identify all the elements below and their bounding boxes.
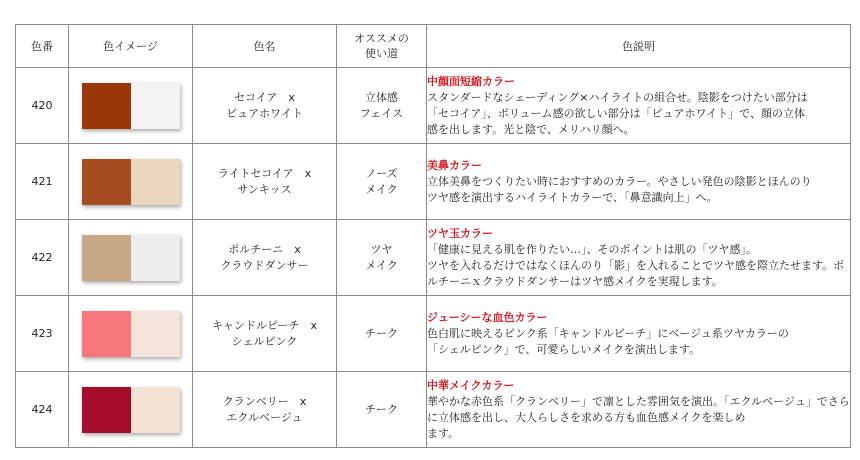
description-title: ツヤ玉カラー (427, 226, 493, 240)
swatch-left (82, 83, 131, 129)
header-name: 色名 (193, 25, 337, 68)
swatch-right (131, 159, 180, 205)
recommended-usage (337, 144, 427, 220)
color-description (427, 144, 851, 220)
color-name (193, 372, 337, 448)
color-name (193, 296, 337, 372)
color-name-line1: クランベリー x (222, 394, 307, 408)
color-number: 424 (16, 372, 69, 448)
swatch-pair (82, 83, 180, 129)
color-image (69, 220, 193, 296)
color-image (69, 372, 193, 448)
recommended-usage (337, 220, 427, 296)
description-title: 中顔面短縮カラー (427, 74, 515, 88)
swatch-right (131, 311, 180, 357)
usage-line2: メイク (365, 182, 398, 196)
usage-line2: フェイス (359, 106, 404, 120)
color-name (193, 68, 337, 144)
color-image (69, 296, 193, 372)
swatch-left (82, 159, 131, 205)
description-title: ジューシーな血色カラー (427, 310, 548, 324)
swatch-left (82, 311, 131, 357)
color-description (427, 220, 851, 296)
color-table (15, 24, 851, 448)
swatch-pair (82, 387, 180, 433)
description-line1: 立体美鼻をつくりたい時におすすめのカラー。やさしい発色の陰影とほんのり (427, 174, 812, 188)
description-line1: 「健康に見える肌を作りたい…」、そのポイントは肌の「ツヤ感」。 (427, 242, 757, 256)
table-row (16, 68, 851, 144)
color-name-line2: エクルベージュ (226, 410, 303, 424)
swatch-right (131, 235, 180, 281)
swatch-left (82, 387, 131, 433)
header-number: 色番 (16, 25, 69, 68)
table-row (16, 220, 851, 296)
recommended-usage (337, 296, 427, 372)
swatch-pair (82, 311, 180, 357)
color-name-line1: キャンドルピーチ x (211, 318, 318, 332)
swatch-left (82, 235, 131, 281)
header-row (16, 25, 851, 68)
color-name-line2: シェルピンク (231, 334, 298, 348)
description-title: 中華メイクカラー (427, 378, 515, 392)
header-image: 色イメージ (69, 25, 193, 68)
description-title: 美鼻カラー (427, 158, 482, 172)
header-usage (337, 25, 427, 68)
usage-line1: ノーズ (365, 166, 398, 180)
color-number: 421 (16, 144, 69, 220)
color-number: 423 (16, 296, 69, 372)
color-description (427, 296, 851, 372)
recommended-usage (337, 372, 427, 448)
header-usage-line2: 使い道 (365, 47, 398, 60)
color-name (193, 144, 337, 220)
description-line2: ツヤを入れるだけではなくほんのり「影」を入れることでツヤ感を際立たせます。ポルチーニｘクラウドダンサーはツヤ感メイクを実現します。 (427, 258, 845, 288)
description-line3: 感を出します。光と陰で、メリハリ顔へ。 (427, 122, 635, 136)
header-description: 色説明 (427, 25, 851, 68)
color-name (193, 220, 337, 296)
usage-line1: 立体感 (365, 90, 398, 104)
swatch-right (131, 83, 180, 129)
description-line2: 「セコイア」、ボリューム感の欲しい部分は「ピュアホワイト」で、顔の立体 (427, 106, 805, 120)
description-line2: 「シェルピンク」で、可愛らしいメイクを演出します。 (427, 342, 701, 356)
table-row (16, 296, 851, 372)
color-number: 420 (16, 68, 69, 144)
color-name-line2: サンキッス (237, 182, 292, 196)
color-name-line1: セコイア x (234, 90, 295, 104)
description-line1: 華やかな赤色系「クランベリー」で凛とした雰囲気を演出。「エクルベージュ」でさらに立体感を出し、大人らしさを求める方も血色感メイクを楽しめ (427, 394, 850, 424)
description-line1: スタンダードなシェーディング×ハイライトの組合せ。陰影をつけたい部分は (427, 90, 808, 104)
color-image (69, 68, 193, 144)
swatch-right (131, 387, 180, 433)
recommended-usage (337, 68, 427, 144)
color-name-line1: ライトセコイア x (217, 166, 312, 180)
description-line2: ツヤ感を演出するハイライトカラーで、「鼻意識向上」へ。 (427, 190, 718, 204)
color-number: 422 (16, 220, 69, 296)
table-row (16, 372, 851, 448)
color-description (427, 372, 851, 448)
usage-line1: ツヤ (370, 242, 393, 256)
table-row (16, 144, 851, 220)
description-line2: ます。 (427, 426, 460, 440)
color-name-line1: ポルチーニ x (228, 242, 301, 256)
usage-line1: チーク (365, 326, 398, 340)
swatch-pair (82, 235, 180, 281)
usage-line2: メイク (365, 258, 398, 272)
color-image (69, 144, 193, 220)
swatch-pair (82, 159, 180, 205)
header-usage-line1: オススメの (354, 32, 409, 45)
description-line1: 色白肌に映えるピンク系「キャンドルピーチ」にベージュ系ツヤカラーの (427, 326, 789, 340)
color-name-line2: ピュアホワイト (226, 106, 303, 120)
color-name-line2: クラウドダンサー (220, 258, 309, 272)
color-description (427, 68, 851, 144)
usage-line1: チーク (365, 402, 398, 416)
